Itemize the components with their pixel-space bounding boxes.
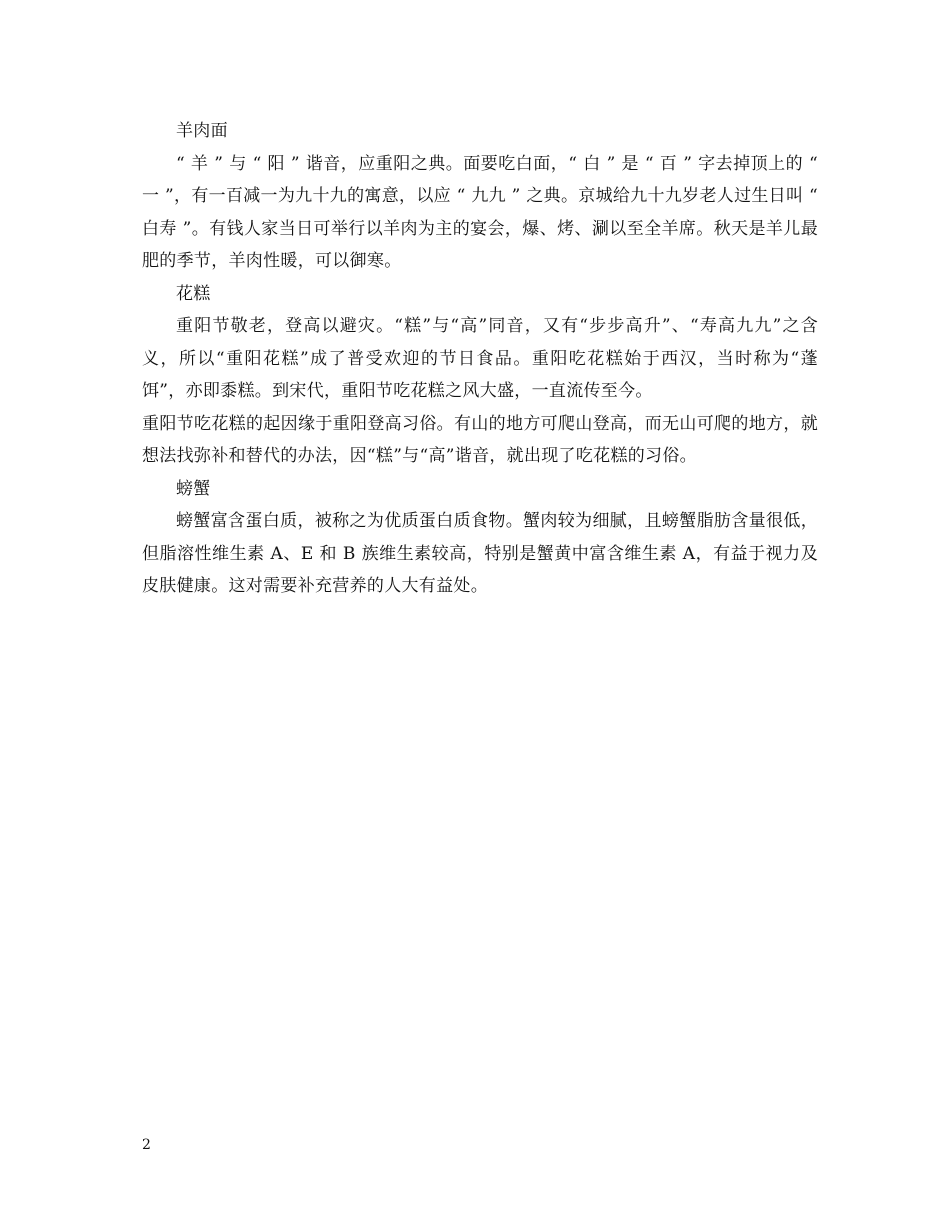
section-heading-crab: 螃蟹 bbox=[176, 478, 211, 499]
paragraph-flower-cake-2: 重阳节吃花糕的起因缘于重阳登高习俗。有山的地方可爬山登高，而无山可爬的地方，就想法找弥补和替代的办法，因“糕”与“高”谐音，就出现了吃花糕的习俗。 bbox=[142, 413, 818, 466]
section-heading-mutton-noodles: 羊肉面 bbox=[176, 121, 228, 141]
paragraph-flower-cake-1: 重阳节敬老，登高以避灾。“糕”与“高”同音，又有“步步高升”、“寿高九九”之含义，所以“重阳花糕”成了普受欢迎的节日食品。重阳吃花糕始于西汉，当时称为“蓬饵”，亦即黍糕。到宋代，重阳节吃花糕之风大盛，一直流传至今。 bbox=[142, 316, 818, 401]
section-heading-flower-cake: 花糕 bbox=[176, 283, 211, 304]
paragraph-crab: 螃蟹富含蛋白质，被称之为优质蛋白质食物。蟹肉较为细腻，且螃蟹脂肪含量很低，但脂溶性维生素 A、E 和 B 族维生素较高，特别是蟹黄中富含维生素 A，有益于视力及皮肤健康。这对需要补充营养的人大有益处。 bbox=[142, 511, 818, 596]
page-number: 2 bbox=[142, 1137, 151, 1153]
document-body bbox=[142, 115, 818, 603]
paragraph-mutton-noodles: “ 羊 ” 与 “ 阳 ” 谐音，应重阳之典。面要吃白面，“ 白 ” 是 “ 百 ” 字去掉顶上的 “ 一 ”，有一百减一为九十九的寓意，以应 “ 九九 ” 之典。京城给九十九岁老人过生日叫 “ 白寿 ”。有钱人家当日可举行以羊肉为主的宴会，爆、烤、涮以至全羊席。秋天是羊儿最肥的季节，羊肉性暖，可以御寒。 bbox=[142, 153, 818, 271]
